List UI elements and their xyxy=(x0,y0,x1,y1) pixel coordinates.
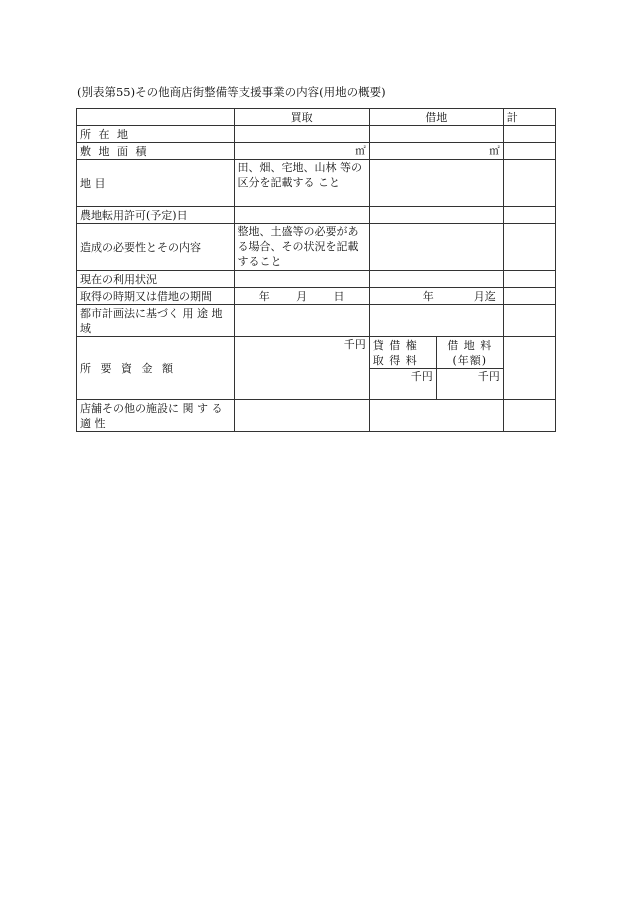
label-area-text: 敷 地 面 積 xyxy=(80,144,149,158)
row-suitability xyxy=(77,400,556,432)
label-land-category xyxy=(77,160,235,207)
cell-funds-total[interactable] xyxy=(503,337,555,400)
label-development: 造成の必要性とその内容 xyxy=(77,224,235,271)
cell-farmland-total[interactable] xyxy=(503,207,555,224)
cell-location-total[interactable] xyxy=(503,126,555,143)
note-development: 整地、土盛等の必要がある場合、その状況を記載すること xyxy=(234,224,369,271)
period-buy-month: 月 xyxy=(296,289,308,303)
label-location xyxy=(77,126,235,143)
cell-current-use-buy[interactable] xyxy=(234,271,369,288)
header-row xyxy=(77,109,556,126)
label-city-plan: 都市計画法に基づく 用 途 地 域 xyxy=(77,305,235,337)
period-buy-day: 日 xyxy=(333,289,345,303)
row-funds-top xyxy=(77,337,556,369)
period-buy-year: 年 xyxy=(258,289,270,303)
label-funds-text: 所 要 資 金 額 xyxy=(80,361,176,375)
cell-location-buy[interactable] xyxy=(234,126,369,143)
area-unit-lease: ㎡ xyxy=(489,144,500,157)
cell-farmland-lease[interactable] xyxy=(369,207,503,224)
cell-development-lease[interactable] xyxy=(369,224,503,271)
cell-lease-right-fee[interactable] xyxy=(369,369,436,400)
label-period: 取得の時期又は借地の期間 xyxy=(77,288,235,305)
cell-farmland-buy[interactable] xyxy=(234,207,369,224)
cell-funds-buy[interactable] xyxy=(234,337,369,400)
label-location-text: 所 在 地 xyxy=(80,127,130,141)
document-title: (別表第55)その他商店街整備等支援事業の内容(用地の概要) xyxy=(77,85,386,99)
cell-area-lease[interactable] xyxy=(369,143,503,160)
label-funds xyxy=(77,337,235,400)
header-buy: 買取 xyxy=(234,109,369,126)
cell-area-total[interactable] xyxy=(503,143,555,160)
label-ground-rent: 借 地 料 (年額) xyxy=(436,337,503,369)
note-land-category: 田、畑、宅地、山林 等の区分を記載する こと xyxy=(234,160,369,207)
period-lease-month: 月迄 xyxy=(473,289,496,303)
row-city-plan xyxy=(77,305,556,337)
label-current-use: 現在の利用状況 xyxy=(77,271,235,288)
funds-unit-buy: 千円 xyxy=(343,338,366,351)
lease-right-unit: 千円 xyxy=(410,370,433,383)
row-area xyxy=(77,143,556,160)
cell-suitability-lease[interactable] xyxy=(369,400,503,432)
cell-ground-rent[interactable] xyxy=(436,369,503,400)
header-total: 計 xyxy=(503,109,555,126)
cell-city-plan-total[interactable] xyxy=(503,305,555,337)
row-location xyxy=(77,126,556,143)
row-development xyxy=(77,224,556,271)
label-lease-right-fee: 貸 借 権 取 得 料 xyxy=(369,337,436,369)
label-suitability: 店舗その他の施設に 関 す る 適 性 xyxy=(77,400,235,432)
area-unit-buy: ㎡ xyxy=(355,144,366,157)
label-land-category-text: 地 目 xyxy=(80,176,106,190)
row-land-category xyxy=(77,160,556,207)
label-area xyxy=(77,143,235,160)
header-blank xyxy=(77,109,235,126)
cell-period-buy[interactable] xyxy=(234,288,369,305)
cell-suitability-buy[interactable] xyxy=(234,400,369,432)
label-farmland-permit: 農地転用許可(予定)日 xyxy=(77,207,235,224)
cell-area-buy[interactable] xyxy=(234,143,369,160)
land-overview-table xyxy=(76,108,556,432)
row-current-use xyxy=(77,271,556,288)
row-period xyxy=(77,288,556,305)
cell-land-category-lease[interactable] xyxy=(369,160,503,207)
period-lease-year: 年 xyxy=(422,289,434,303)
ground-rent-unit: 千円 xyxy=(477,370,500,383)
cell-city-plan-lease[interactable] xyxy=(369,305,503,337)
cell-period-total[interactable] xyxy=(503,288,555,305)
cell-current-use-total[interactable] xyxy=(503,271,555,288)
header-lease: 借地 xyxy=(369,109,503,126)
cell-location-lease[interactable] xyxy=(369,126,503,143)
cell-period-lease[interactable] xyxy=(369,288,503,305)
cell-development-total[interactable] xyxy=(503,224,555,271)
cell-current-use-lease[interactable] xyxy=(369,271,503,288)
cell-suitability-total[interactable] xyxy=(503,400,555,432)
row-farmland-permit xyxy=(77,207,556,224)
cell-city-plan-buy[interactable] xyxy=(234,305,369,337)
cell-land-category-total[interactable] xyxy=(503,160,555,207)
